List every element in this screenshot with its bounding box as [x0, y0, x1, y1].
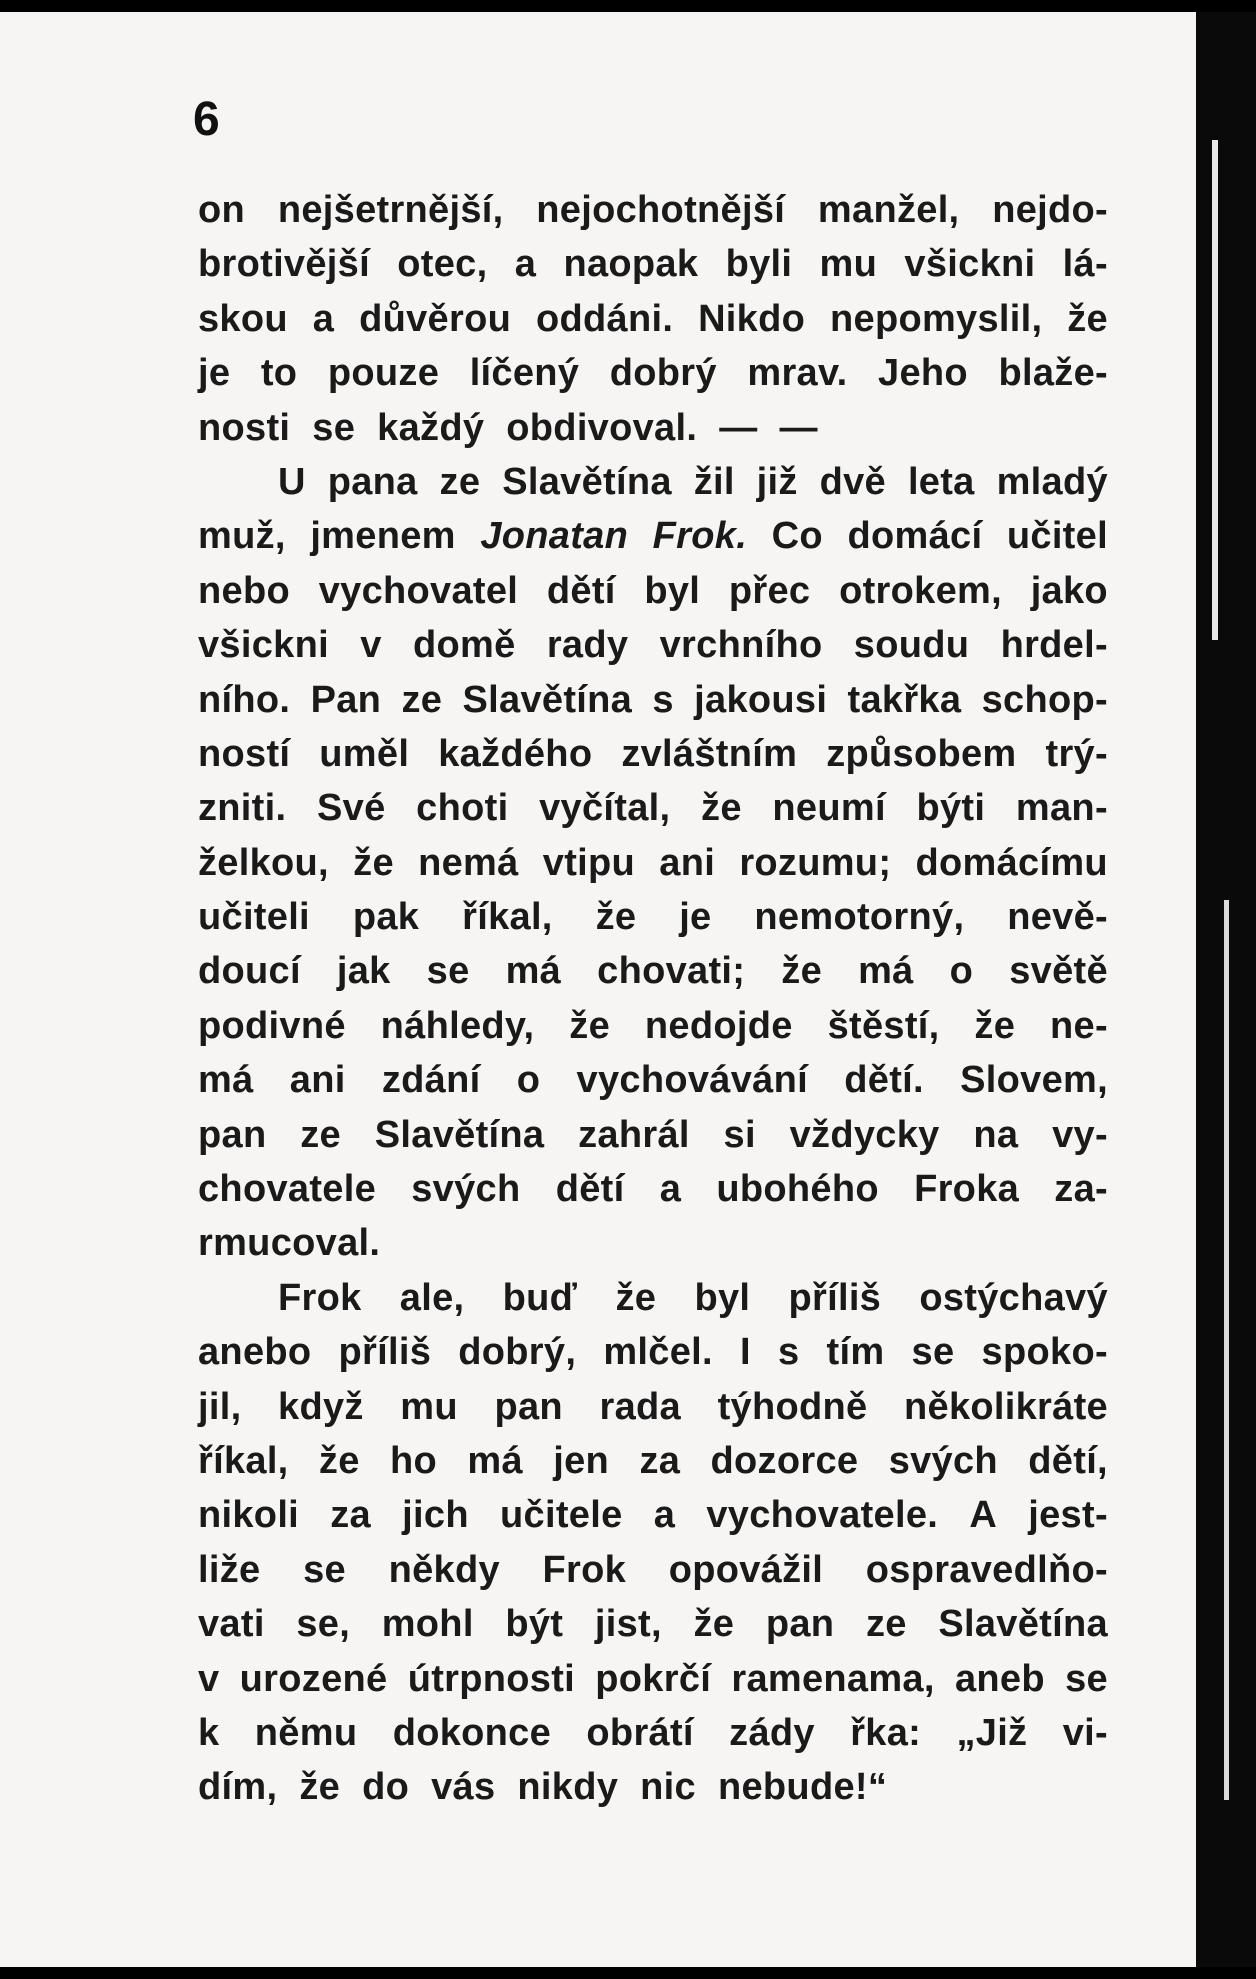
word: má [198, 1059, 254, 1102]
word: příliš [338, 1331, 432, 1374]
word: oddáni. [535, 297, 674, 340]
word: němu [254, 1711, 358, 1754]
word: mohl [381, 1603, 474, 1646]
word: o [516, 1059, 541, 1102]
text-line [198, 1162, 1108, 1216]
word: chovati; [597, 950, 746, 993]
word: mu [819, 243, 878, 286]
word: Jeho [878, 352, 968, 395]
word: ze [439, 460, 481, 503]
word: domě [413, 624, 516, 667]
word: Slavětína [502, 460, 672, 503]
word: a [514, 243, 537, 286]
word: skou [198, 297, 288, 340]
word: říkal, [198, 1439, 289, 1482]
word: naopak [563, 243, 699, 286]
word: nevě- [1007, 896, 1108, 939]
word: anebo [198, 1331, 312, 1374]
word: Frok [278, 1276, 362, 1319]
text-line [198, 1380, 1108, 1434]
text-line [198, 1434, 1108, 1488]
word: k [198, 1711, 220, 1754]
word: Co [771, 515, 823, 558]
word: se [303, 1548, 346, 1591]
word: a [659, 1168, 682, 1211]
word: neumí [772, 787, 886, 830]
word: jist, [594, 1603, 662, 1646]
word: pokrčí [595, 1657, 712, 1700]
word: byl [694, 1276, 751, 1319]
word: domácí [847, 515, 983, 558]
word: ospravedlňo- [865, 1548, 1108, 1591]
word: blaže- [998, 352, 1108, 395]
adjacent-page-edge [1212, 140, 1218, 640]
text-line [198, 1706, 1108, 1760]
word: se [911, 1331, 955, 1374]
word: přec [728, 569, 811, 612]
word: na [973, 1113, 1019, 1156]
text-line [198, 1271, 1108, 1325]
word: lá- [1062, 243, 1108, 286]
text-line [198, 944, 1108, 998]
word: když [278, 1385, 364, 1428]
word: manžel, [817, 189, 960, 231]
word: být [505, 1603, 564, 1646]
word: vyčítal, [539, 787, 671, 830]
word: si [723, 1113, 756, 1156]
word: Slovem, [960, 1059, 1108, 1102]
text-line [198, 1652, 1108, 1706]
word: ramenama, [731, 1657, 935, 1700]
word: I [739, 1331, 751, 1374]
word: rada [599, 1385, 681, 1428]
text-line [198, 890, 1108, 944]
word: o [949, 950, 974, 993]
word: nepomyslil, [830, 297, 1043, 340]
word: A [969, 1494, 998, 1537]
text-line [198, 781, 1108, 835]
word: ního. [198, 678, 291, 721]
word: že [974, 1004, 1016, 1047]
word: hrdel- [1000, 624, 1108, 667]
word: dětí, [1028, 1439, 1108, 1482]
word: má [505, 950, 562, 993]
word: Slavětína [374, 1113, 545, 1156]
word: schop- [981, 678, 1108, 721]
word: ani [289, 1059, 346, 1102]
text-line [198, 1760, 1108, 1814]
word: vtipu [542, 841, 636, 884]
word: liže [198, 1548, 261, 1591]
word: za [639, 1439, 681, 1482]
word: s [777, 1331, 800, 1374]
body-text [198, 183, 1108, 1815]
word: Jonatan [480, 515, 629, 558]
word: svých [888, 1439, 998, 1482]
word: pan [198, 1113, 267, 1156]
word: zdání [381, 1059, 481, 1102]
word: že [615, 1276, 657, 1319]
page-number: 6 [193, 93, 220, 146]
word: dokonce [392, 1711, 552, 1754]
text-line [198, 564, 1108, 618]
word: vy- [1052, 1113, 1108, 1156]
word: nedojde [644, 1004, 793, 1047]
text-line [198, 673, 1108, 727]
word: buď [502, 1276, 578, 1319]
word: Slavětína [938, 1603, 1108, 1646]
word: pan [765, 1603, 835, 1646]
word: jak [336, 950, 391, 993]
word: podivné [198, 1004, 346, 1047]
word: štěstí, [827, 1004, 940, 1047]
word: otrokem, [839, 569, 1002, 612]
word: zvláštním [621, 732, 798, 775]
word: byli [725, 243, 793, 286]
word: vychovatel [318, 569, 519, 612]
adjacent-page-edge-lower [1224, 900, 1229, 1800]
text-line [198, 401, 1108, 455]
word: pan [494, 1385, 563, 1428]
word: Své [317, 787, 386, 830]
word: ností [198, 732, 291, 775]
word: že [318, 1439, 360, 1482]
word: týhodně [717, 1385, 868, 1428]
word: nikoli [198, 1494, 300, 1537]
word: jako [1030, 569, 1108, 612]
word: jil, [198, 1385, 242, 1428]
word: za [330, 1494, 371, 1537]
word: že [693, 1603, 735, 1646]
word: má [858, 950, 914, 993]
word: se [312, 406, 356, 449]
text-line [198, 836, 1108, 890]
word: se, [296, 1603, 351, 1646]
word: s [652, 678, 674, 721]
word: ze [401, 678, 443, 721]
word: je [679, 896, 712, 939]
word: to [260, 352, 298, 395]
word: tím [826, 1331, 885, 1374]
word: dobrý, [458, 1331, 577, 1374]
word: choti [416, 787, 509, 830]
word: mladý [996, 460, 1108, 503]
word: že [1067, 297, 1108, 340]
word: U [278, 460, 306, 503]
word: vás [431, 1766, 496, 1809]
word: že [569, 1004, 611, 1047]
word: obrátí [586, 1711, 694, 1754]
text-line [198, 999, 1108, 1053]
word: Froka [914, 1168, 1020, 1211]
word: za- [1054, 1168, 1108, 1211]
word: mlčel. [603, 1331, 713, 1374]
word: má [467, 1439, 523, 1482]
word: několikráte [904, 1385, 1108, 1428]
word: doucí [198, 950, 301, 993]
word: způsobem [826, 732, 1017, 775]
word: takřka [847, 678, 962, 721]
word: byl [644, 569, 701, 612]
word: že [353, 841, 394, 884]
word: on [198, 189, 246, 231]
word: Slavětína [462, 678, 633, 721]
word: nic [640, 1766, 696, 1809]
word: brotivější [198, 243, 370, 286]
word: nebo [198, 569, 290, 612]
word: a [653, 1494, 676, 1537]
word: se [1065, 1657, 1108, 1700]
text-line [198, 1488, 1108, 1542]
text-line [198, 1108, 1108, 1162]
word: světě [1009, 950, 1108, 993]
word: každého [438, 732, 593, 775]
word: náhledy, [380, 1004, 535, 1047]
word: zniti. [198, 787, 287, 830]
word: uměl [319, 732, 410, 775]
word: vrchního [659, 624, 823, 667]
word: ostýchavý [919, 1276, 1108, 1319]
word: se [426, 950, 470, 993]
word: pouze [327, 352, 440, 395]
word: že [299, 1766, 341, 1809]
word: útrpnosti [407, 1657, 576, 1700]
word: Pan [310, 678, 382, 721]
text-line [198, 455, 1108, 509]
text-line [198, 1543, 1108, 1597]
word: nejochotnější [536, 189, 786, 231]
word: vi- [1062, 1711, 1108, 1754]
word: nikdy [517, 1766, 619, 1809]
word: a [312, 297, 335, 340]
word: nemotorný, [754, 896, 965, 939]
text-line [198, 727, 1108, 781]
word: „Již [956, 1711, 1028, 1754]
word: že [701, 787, 742, 830]
word: ale, [399, 1276, 465, 1319]
text-line [198, 1597, 1108, 1651]
word: otec, [397, 243, 488, 286]
text-line [198, 237, 1108, 291]
word: žil [693, 460, 735, 503]
text-line [198, 292, 1108, 346]
word: dětí [555, 1168, 625, 1211]
word: dětí [546, 569, 616, 612]
word: nejdo- [992, 189, 1108, 231]
word: nosti [198, 406, 291, 449]
text-line [198, 183, 1108, 237]
word: soudu [853, 624, 970, 667]
word: ze [865, 1603, 907, 1646]
word: muž, [198, 515, 286, 558]
word: rady [546, 624, 629, 667]
word: — [779, 406, 818, 449]
word: domácímu [915, 841, 1108, 884]
text-line [198, 618, 1108, 672]
word: dvě [819, 460, 886, 503]
word: ho [389, 1439, 438, 1482]
word: chovatele [198, 1168, 377, 1211]
word: v [198, 1657, 220, 1700]
word: spoko- [981, 1331, 1108, 1374]
word: urozené [239, 1657, 388, 1700]
word: mu [400, 1385, 458, 1428]
word: trý- [1045, 732, 1108, 775]
word: někdy [388, 1548, 500, 1591]
word: učiteli [198, 896, 310, 939]
word: nemá [418, 841, 519, 884]
word: obdivoval. [506, 406, 698, 449]
word: želkou, [198, 841, 329, 884]
word: býti [916, 787, 986, 830]
word: ze [300, 1113, 341, 1156]
word: — [719, 406, 758, 449]
word: nebude!“ [717, 1766, 888, 1809]
word: jmenem [310, 515, 456, 558]
word: pana [327, 460, 418, 503]
word: do [362, 1766, 410, 1809]
word: vychovatele. [706, 1494, 939, 1537]
word: jest- [1028, 1494, 1108, 1537]
word: jen [553, 1439, 610, 1482]
word: příliš [788, 1276, 882, 1319]
word: vati [198, 1603, 265, 1646]
word: vychovávání [576, 1059, 808, 1102]
word: rozumu; [739, 841, 892, 884]
text-line [198, 346, 1108, 400]
word: svých [411, 1168, 521, 1211]
word: dobrý [609, 352, 717, 395]
word: aneb [954, 1657, 1045, 1700]
word: ani [659, 841, 716, 884]
word: jich [402, 1494, 469, 1537]
word: man- [1015, 787, 1108, 830]
word: všickni [904, 243, 1036, 286]
text-line [198, 1325, 1108, 1379]
word: již [756, 460, 798, 503]
word: líčený [469, 352, 580, 395]
word: Frok. [652, 515, 748, 558]
word: každý [377, 406, 485, 449]
word: opovážil [668, 1548, 824, 1591]
word: Nikdo [698, 297, 806, 340]
word: říkal, [462, 896, 553, 939]
word: že [781, 950, 823, 993]
word: řka: [850, 1711, 922, 1754]
word: zahrál [578, 1113, 690, 1156]
word: dozorce [710, 1439, 859, 1482]
word: že [595, 896, 637, 939]
word: pak [352, 896, 420, 939]
word: ne- [1050, 1004, 1108, 1047]
word: dím, [198, 1766, 278, 1809]
word: zády [729, 1711, 815, 1754]
word: vždycky [789, 1113, 940, 1156]
word: jakousi [694, 678, 828, 721]
word: nejšetrnější, [277, 189, 504, 231]
word: je [198, 352, 231, 395]
word: všickni [198, 624, 329, 667]
text-line [198, 1053, 1108, 1107]
text-line [198, 1216, 1108, 1270]
word: dětí. [844, 1059, 924, 1102]
word: učitel [1006, 515, 1108, 558]
word: důvěrou [359, 297, 512, 340]
text-line [198, 509, 1108, 563]
word: mrav. [747, 352, 848, 395]
word: Frok [542, 1548, 627, 1591]
word: učitele [500, 1494, 623, 1537]
word: leta [907, 460, 975, 503]
word: rmucoval. [198, 1222, 381, 1265]
word: ubohého [716, 1168, 879, 1211]
word: v [360, 624, 382, 667]
